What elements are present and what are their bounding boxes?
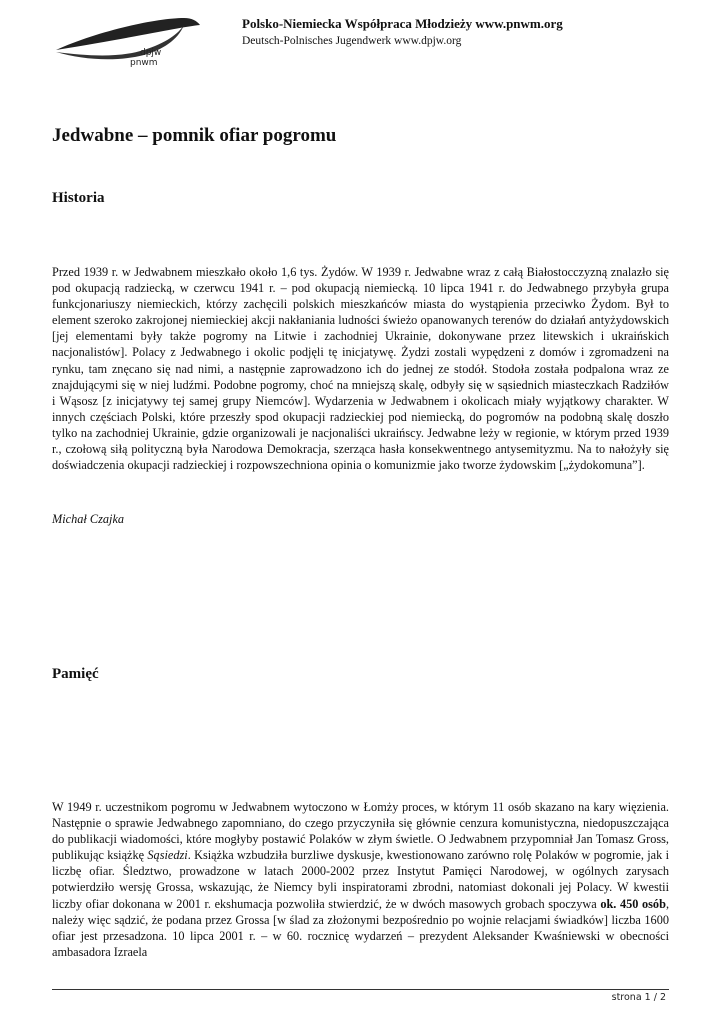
logo-text-pnwm: pnwm (130, 58, 158, 68)
logo-text-dpjw: dpjw (140, 48, 162, 58)
section-heading-pamiec: Pamięć (52, 666, 99, 682)
header-text (242, 15, 563, 49)
historia-paragraph: Przed 1939 r. w Jedwabnem mieszkało około 1,6 tys. Żydów. W 1939 r. Jedwabne wraz z całą Białostocczyzną znalazło się pod okupacją radziecką, w czerwcu 1941 r. – pod okupacją niemiecką. 10 lipca 1941 r. do Jedwabnego przybyła grupa funkcjonariuszy niemieckich, którzy zachęcili polskich mieszkańców miasta do wystąpienia przeciwko Żydom. Był to element szeroko zakrojonej niemieckiej akcji nakłaniania ludności świeżo opanowanych terenów do działań antyżydowskich [jej elementami były także pogromy na Litwie i zachodniej Ukrainie, dokonywane przez litewskich i ukraińskich nacjonalistów]. Polacy z Jedwabnego i okolic podjęli tę inicjatywę. Żydzi zostali wypędzeni z domów i zgromadzeni na rynku, tam znęcano się nad nimi, a następnie zaprowadzono ich do jednej ze stodół. Stodoła została podpalona wraz ze znajdującymi się w niej ludźmi. Podobne pogromy, choć na mniejszą skalę, odbyły się w sąsiednich miasteczkach Radziłów i Wąsosz [z inicjatywy tej samej grupy Niemców]. Wydarzenia w Jedwabnem i okolicach miały wyjątkowy charakter. W innych częściach Polski, które przeszły spod okupacji radzieckiej pod niemiecką, do pogromów na podobną skalę doszło tylko na zachodniej Ukrainie, gdzie organizowali je nacjonaliści ukraińscy. Jedwabne leży w regionie, w którym przed 1939 r., czołową siłą polityczną była Narodowa Demokracja, szerząca hasła konsekwentnego antysemityzmu. Na to nałożyły się doświadczenia okupacji radzieckiej i rozpowszechniona opinia o komunizmie jako tworze żydowskim [„żydokomuna”]. (52, 265, 669, 473)
org-subtitle: Deutsch-Polnisches Jugendwerk www.dpjw.org (242, 35, 462, 47)
org-title: Polsko-Niemiecka Współpraca Młodzieży www.pnwm.org (242, 16, 563, 31)
victim-count: ok. 450 osób (600, 896, 666, 911)
author-name: Michał Czajka (52, 512, 125, 526)
pamiec-text-part3: , należy więc sądzić, że podana przez Grossa [w ślad za złożonymi bezpośrednio po wojnie relacjami świadków] liczba 1600 ofiar jest przesadzona. 10 lipca 2001 r. – w 60. rocznicę wydarzeń – prezydent Aleksander Kwaśniewski w obecności ambasadora Izraela (52, 896, 670, 959)
footer-divider (52, 989, 669, 990)
pamiec-text-part1: W 1949 r. uczestnikom pogromu w Jedwabnem wytoczono w Łomży proces, w którym 11 osób skazano na kary więzienia. Następnie o sprawie Jedwabnego zapomniano, do czego przyczyniła się głównie cenzura komunistyczna, niedopuszczająca do publikacji wiadomości, które mogłyby postawić Polaków w złym świetle. O Jedwabnem przypomniał Jan Tomasz Gross, publikując książkę (52, 800, 669, 863)
section-heading-historia: Historia (52, 190, 105, 206)
pamiec-paragraph (52, 799, 669, 960)
pnwm-logo (50, 12, 230, 72)
page-number: strona 1 / 2 (611, 992, 666, 1003)
book-title: Sąsiedzi (147, 848, 188, 863)
page-title: Jedwabne – pomnik ofiar pogromu (52, 125, 337, 146)
pamiec-text-part2: . Książka wzbudziła burzliwe dyskusje, kwestionowano zarówno rolę Polaków w pogromie, jak i liczbę ofiar. Śledztwo, prowadzone w latach 2000-2002 przez Instytut Pamięci Narodowej, w ogólnych zarysach potwierdziło wersję Grossa, wskazując, że Niemcy byli inspiratorami zbrodni, natomiast dokonali jej Polacy. W kwestii liczby ofiar dokonana w 2001 r. ekshumacja pozwoliła stwierdzić, że w dwóch masowych grobach spoczywa (52, 848, 669, 911)
